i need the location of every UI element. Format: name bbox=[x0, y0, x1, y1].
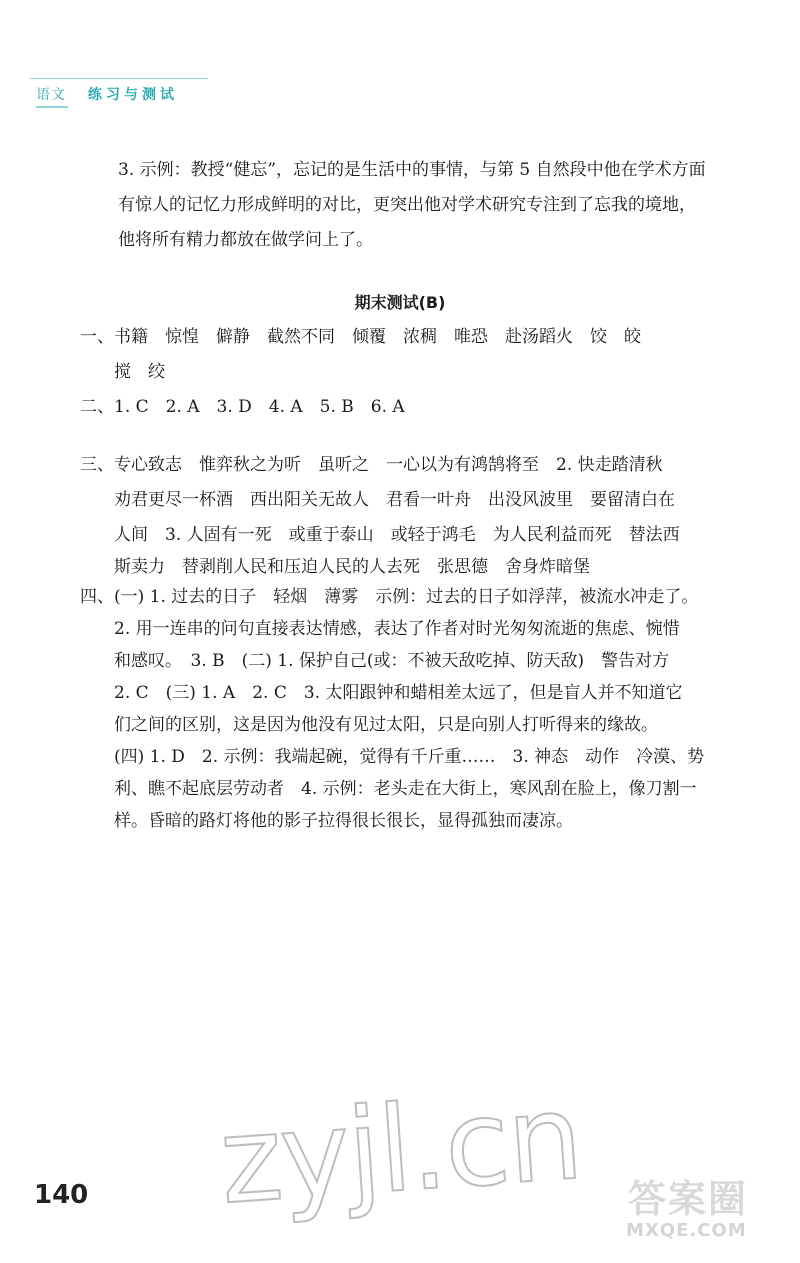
page-number: 140 bbox=[34, 1180, 89, 1210]
answer-line: 四、(一) 1. 过去的日子 轻烟 薄雾 示例：过去的日子如浮萍，被流水冲走了。 bbox=[80, 587, 699, 607]
answer-line: 人间 3. 人固有一死 或重于泰山 或轻于鸿毛 为人民利益而死 替法西 bbox=[80, 525, 680, 545]
text-line: 3. 示例：教授“健忘”，忘记的是生活中的事情，与第 5 自然段中他在学术方面 bbox=[118, 160, 706, 180]
answer-line: 2. 用一连串的问句直接表达情感，表达了作者对时光匆匆流逝的焦虑、惋惜 bbox=[80, 619, 680, 639]
answer-line: 斯卖力 替剥削人民和压迫人民的人去死 张思德 舍身炸暗堡 bbox=[80, 557, 590, 577]
answer-line: 们之间的区别，这是因为他没有见过太阳，只是向别人打听得来的缘故。 bbox=[80, 715, 658, 735]
header-title: 练习与测试 bbox=[88, 87, 178, 103]
logo-text: 答案圈 bbox=[628, 1177, 749, 1221]
answer-line: 利、瞧不起底层劳动者 4. 示例：老头走在大街上，寒风刮在脸上，像刀割一 bbox=[80, 779, 697, 799]
answer-line: 劝君更尽一杯酒 西出阳关无故人 君看一叶舟 出没风波里 要留清白在 bbox=[80, 490, 675, 510]
answer-line: 三、专心致志 惟弈秋之为听 虽听之 一心以为有鸿鹄将至 2. 快走踏清秋 bbox=[80, 455, 663, 475]
header-rule bbox=[30, 78, 208, 79]
watermark: zyjl.cn bbox=[215, 1067, 585, 1231]
site-logo bbox=[622, 1168, 792, 1248]
answer-line: 一、书籍 惊惶 僻静 截然不同 倾覆 浓稠 唯恐 赴汤蹈火 饺 皎 bbox=[80, 327, 641, 347]
answer-line: 二、1. C 2. A 3. D 4. A 5. B 6. A bbox=[80, 397, 405, 417]
answer-line: 样。昏暗的路灯将他的影子拉得很长很长，显得孤独而凄凉。 bbox=[80, 811, 573, 831]
logo-url: MXQE.COM bbox=[626, 1220, 747, 1241]
answer-line: (四) 1. D 2. 示例：我端起碗，觉得有千斤重…… 3. 神态 动作 冷漠、势 bbox=[80, 747, 705, 767]
answer-line: 2. C (三) 1. A 2. C 3. 太阳跟钟和蜡相差太远了，但是盲人并不知道它 bbox=[80, 683, 683, 703]
header-subject: 语文 bbox=[36, 84, 68, 108]
text-line: 他将所有精力都放在做学问上了。 bbox=[118, 230, 373, 250]
text-line: 有惊人的记忆力形成鲜明的对比，更突出他对学术研究专注到了忘我的境地， bbox=[118, 195, 696, 215]
answer-line: 搅 绞 bbox=[80, 362, 165, 382]
answer-line: 和感叹。 3. B (二) 1. 保护自己(或：不被天敌吃掉、防天敌) 警告对方 bbox=[80, 651, 670, 671]
section-title: 期末测试(B) bbox=[354, 293, 446, 312]
